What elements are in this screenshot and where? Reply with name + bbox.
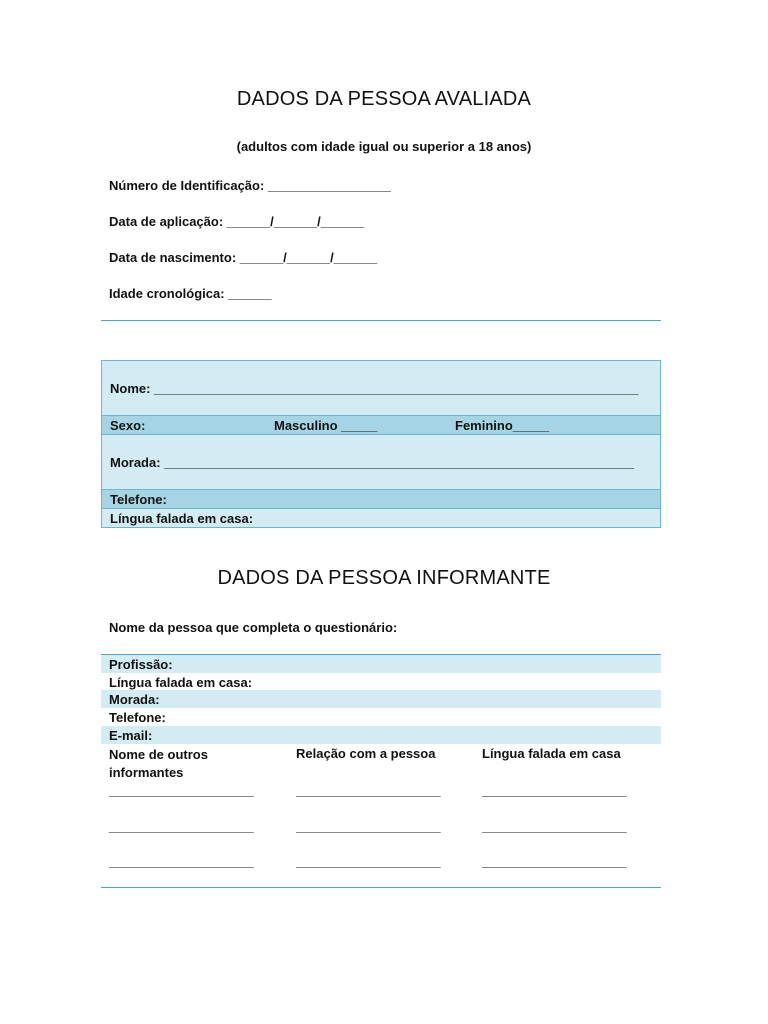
- section-title-informante: DADOS DA PESSOA INFORMANTE: [217, 567, 551, 589]
- address-row[interactable]: [102, 434, 660, 489]
- phone-label[interactable]: Telefone:: [109, 710, 166, 725]
- male-option[interactable]: Masculino _____: [274, 417, 378, 433]
- email-label[interactable]: E-mail:: [109, 728, 153, 743]
- name-field: Nome: ___________________________________________________________________: [110, 380, 639, 396]
- blank-line[interactable]: ____________________: [109, 783, 254, 798]
- id-number-field[interactable]: Número de Identificação: _________________: [109, 178, 391, 193]
- column-header-language: Língua falada em casa: [482, 746, 621, 761]
- blank-line[interactable]: ____________________: [482, 783, 627, 798]
- section-title-avaliada: DADOS DA PESSOA AVALIADA: [236, 88, 532, 110]
- blank-line[interactable]: ____________________: [109, 854, 254, 869]
- application-date-field[interactable]: Data de aplicação: ______/______/______: [109, 214, 365, 229]
- sex-label: Sexo:: [110, 417, 146, 433]
- band: [101, 690, 661, 708]
- blank-line[interactable]: ____________________: [109, 819, 254, 834]
- column-header-other-informants: Nome de outros informantes: [109, 747, 208, 780]
- person-data-table: [101, 360, 661, 528]
- language-row[interactable]: [102, 508, 660, 527]
- informant-name-field[interactable]: Nome da pessoa que completa o questionário:: [109, 620, 398, 635]
- column-header-relation: Relação com a pessoa: [296, 746, 436, 761]
- address-label[interactable]: Morada:: [109, 692, 160, 707]
- address-field: Morada: _________________________________________________________________: [110, 454, 635, 470]
- sex-row: [102, 415, 660, 434]
- blank-line[interactable]: ____________________: [482, 854, 627, 869]
- divider: [101, 320, 661, 321]
- section-subtitle: (adultos com idade igual ou superior a 18 anos): [236, 139, 532, 154]
- blank-line[interactable]: ____________________: [296, 854, 441, 869]
- language-label: Língua falada em casa:: [110, 510, 254, 526]
- chronological-age-field[interactable]: Idade cronológica: ______: [109, 286, 272, 301]
- name-row[interactable]: [102, 361, 660, 415]
- female-option[interactable]: Feminino_____: [455, 417, 549, 433]
- blank-line[interactable]: ____________________: [296, 819, 441, 834]
- band: [101, 726, 661, 744]
- phone-row[interactable]: [102, 489, 660, 508]
- blank-line[interactable]: ____________________: [482, 819, 627, 834]
- profession-label[interactable]: Profissão:: [109, 657, 173, 672]
- phone-label: Telefone:: [110, 491, 167, 507]
- divider: [101, 887, 661, 888]
- band: [101, 655, 661, 673]
- birth-date-field[interactable]: Data de nascimento: ______/______/______: [109, 250, 378, 265]
- home-language-label[interactable]: Língua falada em casa:: [109, 675, 253, 690]
- blank-line[interactable]: ____________________: [296, 783, 441, 798]
